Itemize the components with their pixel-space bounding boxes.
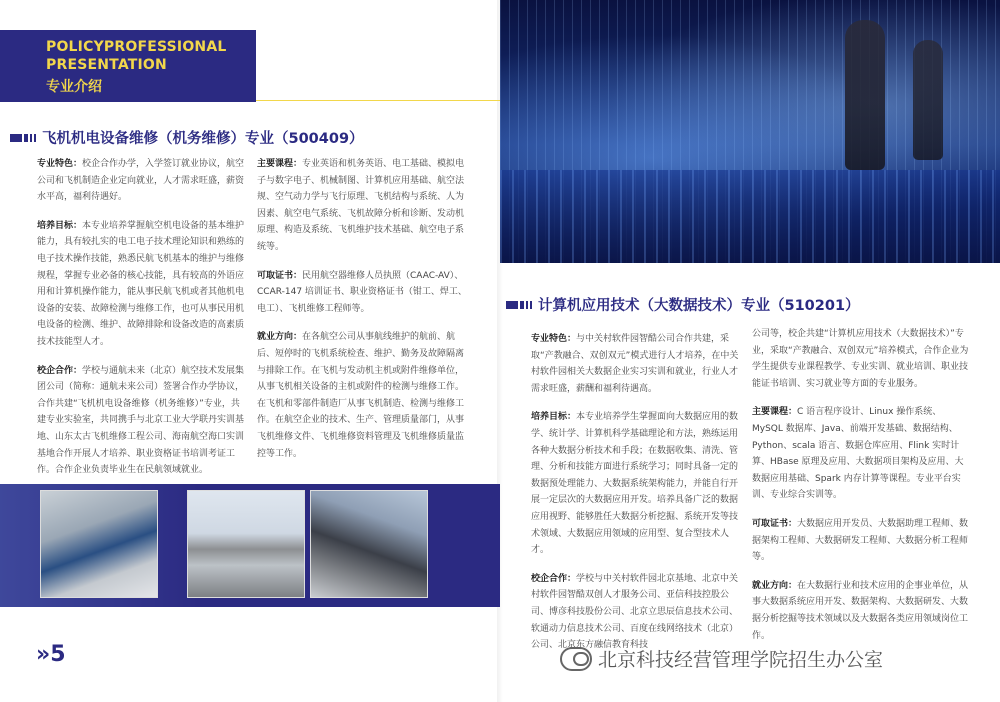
- left-major-title-text: 飞机机电设备维修（机务维修）专业（500409）: [42, 131, 364, 147]
- para-text: 大数据应用开发员、大数据助理工程师、数据架构工程师、大数据研发工程师、大数据分析工程师等。: [752, 518, 969, 563]
- para-label: 培养目标：: [37, 220, 83, 231]
- para-text: 民用航空器维修人员执照（CAAC-AV）、CCAR-147 培训证书、职业资格证书（钳工、焊工、电工）、飞机维修工程师等。: [257, 270, 467, 314]
- header-english-line2: PRESENTATION: [46, 57, 167, 73]
- para-text: 学校与通航未来（北京）航空技术发展集团公司（简称：通航未来公司）签署合作办学协议，合作共建“飞机机电设备维修（机务维修）”专业，共建专业实验室，共同携手与北京工业大学联丹实训基地、山东太古飞机维修工程公司、海南航空海口实训基地合作开展人才培养、职业资格证书培训考证工作。合作企业负责毕业生在民航领域就业。: [37, 365, 245, 476]
- para-label: 专业特色：: [531, 334, 577, 344]
- para-text: 公司等，校企共建“计算机应用技术（大数据技术）”专业，采取“产教融合、双创双元”培养模式，合作企业为学生提供专业课程教学、专业实训、就业培训、职业技能证书培训、实习就业等方面的专业服务。: [752, 329, 969, 389]
- right-major-title-text: 计算机应用技术（大数据技术）专业（510201）: [538, 298, 860, 314]
- para-label: 可取证书：: [752, 518, 798, 529]
- right-major-title: [506, 294, 860, 315]
- header-chinese: 专业介绍: [46, 79, 102, 95]
- header-underline: [256, 100, 500, 101]
- para-label: 培养目标：: [531, 412, 577, 423]
- left-column-1: [37, 156, 245, 491]
- right-c1-p3: [531, 571, 743, 654]
- watermark-text: 北京科技经营管理学院招生办公室: [598, 649, 884, 671]
- wechat-icon: [560, 647, 592, 671]
- photo-cabin-trainer: [40, 490, 158, 598]
- para-text: 在大数据行业和技术应用的企事业单位，从事大数据系统应用开发、数据架构、大数据研发、大数据分析挖掘等技术领域以及大数据各类应用领域岗位工作。: [752, 580, 969, 641]
- right-c2-p3: [752, 516, 970, 566]
- para-text: 校企合作办学，入学签订就业协议，航空公司和飞机制造企业定向就业，人才需求旺盛，薪资水平高，福利待遇好。: [37, 159, 245, 203]
- right-column-1: [531, 331, 743, 666]
- header-block: [0, 30, 256, 102]
- right-c2-p4: [752, 578, 970, 644]
- left-c2-p1: [257, 156, 467, 256]
- left-c1-p2: [37, 218, 245, 351]
- right-column-2: [752, 326, 970, 656]
- left-c1-p1: [37, 156, 245, 206]
- photo-aircraft-hangar: [187, 490, 305, 598]
- left-c2-p2: [257, 268, 467, 318]
- para-text: 与中关村软件园智酷公司合作共建，采取“产教融合、双创双元”模式进行人才培养，在中关村软件园相关大数据企业实习实训和就业，行业人才需求旺盛，薪酬和福利待遇高。: [531, 334, 739, 394]
- title-bar-icon: [506, 301, 532, 309]
- title-bar-icon: [10, 134, 36, 142]
- double-chevron-icon: »: [36, 642, 51, 667]
- left-column-2: [257, 156, 467, 474]
- para-text: 在各航空公司从事航线维护的航前、航后、短停时的飞机系统检查、维护、勤务及故障隔离与排除工作。在飞机与发动机主机或附件维修单位，从事飞机相关设备的主机或附件的检测与维修工作。在飞机和零部件制造厂从事飞机制造、检测与维修工作。在航空企业的技术、生产、管理质量部门，从事飞机维修文件、飞机维修资料管理及飞机维修质量监控等工作。: [257, 332, 465, 459]
- page-number: [36, 642, 66, 667]
- wechat-watermark: [560, 645, 883, 672]
- para-label: 校企合作：: [531, 573, 577, 584]
- right-c1-p1: [531, 331, 743, 397]
- para-label: 专业特色：: [37, 159, 83, 169]
- para-text: 专业英语和机务英语、电工基础、模拟电子与数字电子、机械制图、计算机应用基础、航空法规、空气动力学与飞行原理、飞机结构与系统、人为因素、航空电气系统、飞机故障分析和诊断、发动机原理、构造及系统、飞机维护技术基础、航空电子系统等。: [257, 159, 465, 252]
- hero-figure-standing: [913, 40, 943, 160]
- para-label: 就业方向：: [752, 580, 798, 591]
- hero-photo-light-installation: [500, 0, 1000, 263]
- photo-engine-workshop: [310, 490, 428, 598]
- hero-floor-reflection: [500, 170, 1000, 263]
- para-label: 可取证书：: [257, 270, 303, 281]
- hero-figure-walking: [845, 20, 885, 170]
- para-label: 校企合作：: [37, 365, 83, 376]
- right-c1-p2: [531, 409, 743, 558]
- right-c2-p2: [752, 404, 970, 504]
- para-label: 主要课程：: [257, 159, 303, 169]
- para-label: 主要课程：: [752, 407, 798, 418]
- para-text: 本专业培养学生掌握面向大数据应用的数学、统计学、计算机科学基础理论和方法，熟练运用各种大数据分析技术和手段；在数据收集、清洗、管理、分析和技能方面进行系统学习；同时具备一定的数据预处理能力、大数据系统架构能力，并能自行开展一定层次的大数据应用开发。培养具备广泛的数据应用视野、能够胜任大数据分析挖掘、系统开发等技术领域、大数据应用领域的应用型、复合型技术人才。: [531, 412, 739, 556]
- left-major-title: [10, 127, 364, 148]
- left-c1-p3: [37, 363, 245, 479]
- para-text: C 语言程序设计、Linux 操作系统、MySQL 数据库、Java、前端开发基础、数据结构、Python、scala 语言、数据仓库应用、Flink 实时计算、HBase 原理及应用、大数据项目架构及应用、大数据应用基础、Spark 内存计算等课程。专业平台实训、专业综合实训等。: [752, 407, 964, 501]
- para-text: 本专业培养掌握航空机电设备的基本维护能力，具有较扎实的电工电子技术理论知识和熟练的电子技术操作技能，熟悉民航飞机基本的维护与维修规程，掌握专业必备的核心技能，具有较高的外语应用和计算机操作能力，能从事民航飞机或者其他机电设备的安装、故障检测与维修工作，也可从事民用机电设备的检测、维护、故障排除和设备改造的高素质技术技能型人才。: [37, 220, 245, 347]
- left-c2-p3: [257, 329, 467, 462]
- header-english-line1: POLICYPROFESSIONAL: [46, 39, 227, 55]
- page-number-value: 5: [50, 642, 66, 667]
- para-text: 学校与中关村软件园北京基地、北京中关村软件园智酷双创人才服务公司、亚信科技控股公司、博彦科技股份公司、北京立思辰信息技术公司、软通动力信息技术公司、百度在线网络技术（北京）公司、北京东方融信教育科技: [531, 573, 739, 651]
- header-english: [46, 38, 227, 74]
- para-label: 就业方向：: [257, 332, 303, 343]
- right-c2-p1: [752, 326, 970, 392]
